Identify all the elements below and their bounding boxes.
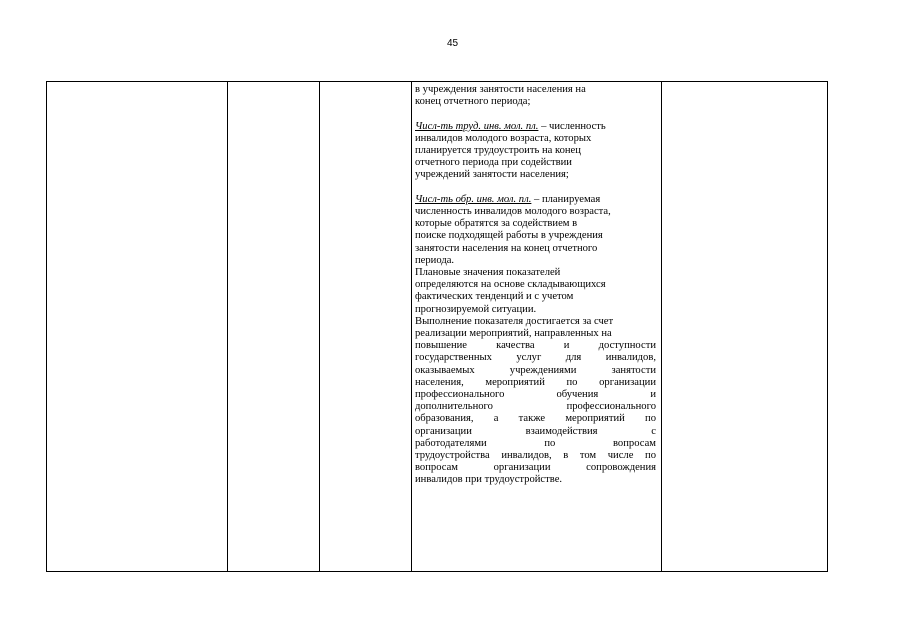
- text-line: оказываемых учреждениями занятости: [415, 364, 656, 376]
- text-line: планируется трудоустроить на конец: [415, 145, 581, 156]
- text-line: периода.: [415, 254, 455, 266]
- text-line: дополнительного профессионального: [415, 401, 656, 413]
- text-line: занятости населения на конец отчетного: [415, 242, 598, 254]
- column-divider: [319, 82, 320, 571]
- text-line: определяются на основе складывающихся: [415, 279, 606, 291]
- column-divider: [661, 82, 662, 571]
- text-line: работодателями по вопросам: [415, 437, 656, 449]
- text-line: повышение качества и доступности: [415, 340, 656, 352]
- column-divider: [411, 82, 412, 571]
- column-divider: [227, 82, 228, 571]
- text-line: реализации мероприятий, направленных на: [415, 328, 612, 340]
- text-line: Выполнение показателя достигается за счет: [415, 315, 614, 327]
- text-line: в учреждения занятости населения на: [415, 84, 586, 95]
- indicator-term: Числ-ть обр. инв. мол. пл.: [415, 193, 532, 205]
- text-line: вопросам организации сопровождения: [415, 462, 656, 474]
- text-line: численность инвалидов молодого возраста,: [415, 206, 611, 217]
- text-line: образования, а также мероприятий по: [415, 413, 656, 425]
- indicator-term: Числ-ть труд. инв. мол. пл.: [415, 120, 539, 132]
- text-line: которые обратятся за содействием в: [415, 218, 578, 230]
- text-line: отчетного периода при содействии: [415, 157, 572, 169]
- page-number: 45: [446, 38, 459, 49]
- document-table: [46, 81, 828, 572]
- definition-first-line: Числ-ть труд. инв. мол. пл. – численность: [415, 120, 606, 132]
- text-line: населения, мероприятий по организации: [415, 376, 656, 388]
- text-line: прогнозируемой ситуации.: [415, 303, 537, 315]
- text-line: инвалидов при трудоустройстве.: [415, 474, 563, 486]
- description-cell: [415, 84, 656, 487]
- text-line: трудоустройства инвалидов, в том числе по: [415, 450, 656, 462]
- text-line: государственных услуг для инвалидов,: [415, 352, 656, 364]
- text-line: конец отчетного периода;: [415, 96, 531, 108]
- text-line: организации взаимодействия с: [415, 425, 656, 437]
- text-line: инвалидов молодого возраста, которых: [415, 132, 592, 144]
- text-line: Плановые значения показателей: [415, 267, 561, 279]
- text-line: поиске подходящей работы в учреждения: [415, 230, 603, 242]
- text-line: профессионального обучения и: [415, 389, 656, 401]
- text-line: фактических тенденций и с учетом: [415, 291, 574, 303]
- text-line: учреждений занятости населения;: [415, 169, 569, 181]
- definition-first-line: Числ-ть обр. инв. мол. пл. – планируемая: [415, 193, 601, 205]
